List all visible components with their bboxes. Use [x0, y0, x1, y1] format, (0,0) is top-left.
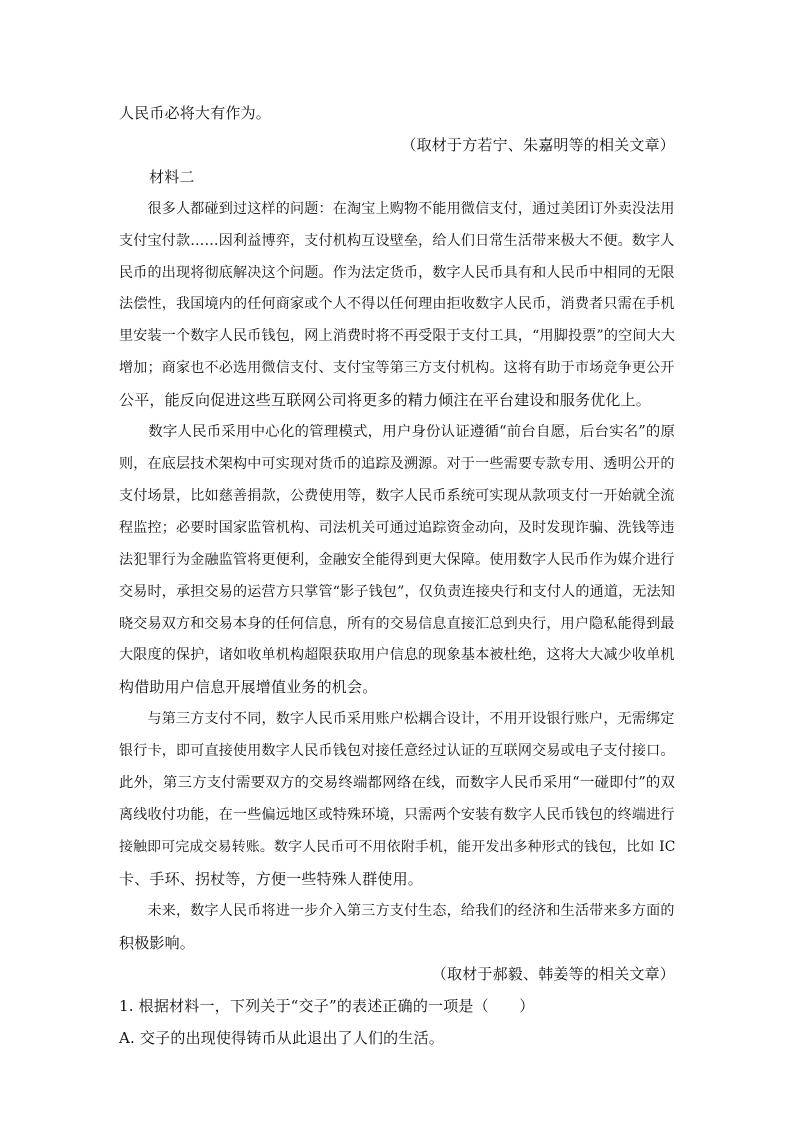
text-line: 公平，能反向促进这些互联网公司将更多的精力倾注在平台建设和服务优化上。: [119, 391, 652, 410]
text-line: 银行卡，即可直接使用数字人民币钱包对接任意经过认证的互联网交易或电子支付接口。: [119, 743, 675, 760]
question-stem: 1. 根据材料一，下列关于“交子”的表述正确的一项是（ ）: [119, 997, 535, 1016]
text-line: 程监控；必要时国家监管机构、司法机关可通过追踪资金动向，及时发现诈骗、洗钱等违: [119, 519, 675, 536]
answer-option-a: A. 交子的出现使得铸币从此退出了人们的生活。: [119, 1029, 444, 1048]
text-line: 法偿性，我国境内的任何商家或个人不得以任何理由拒收数字人民币，消费者只需在手机: [119, 296, 675, 313]
text-line: 支付宝付款……因利益博弈，支付机构互设壁垒，给人们日常生活带来极大不便。数字人: [119, 232, 675, 249]
text-line: 未来，数字人民币将进一步介入第三方支付生态，给我们的经济和生活带来多方面的: [119, 902, 675, 919]
text-line: 此外，第三方支付需要双方的交易终端都网络在线，而数字人民币采用“一碰即付”的双: [119, 775, 676, 792]
text-line: 数字人民币采用中心化的管理模式，用户身份认证遵循“前台自愿，后台实名”的原: [119, 424, 676, 441]
text-line: 很多人都碰到过这样的问题：在淘宝上购物不能用微信支付，通过美团订外卖没法用: [119, 200, 675, 217]
text-line: 接触即可完成交易转账。数字人民币可不用依附手机，能开发出多种形式的钱包，比如 IC: [119, 838, 676, 855]
text-line: 里安装一个数字人民币钱包，网上消费时将不再受限于支付工具，“用脚投票”的空间大大: [119, 328, 676, 345]
text-line: 积极影响。: [119, 933, 196, 952]
text-line: 离线收付功能，在一些偏远地区或特殊环境，只需两个安装有数字人民币钱包的终端进行: [119, 806, 675, 823]
text-line: 大限度的保护，诸如收单机构超限获取用户信息的现象基本被杜绝，这将大大减少收单机: [119, 647, 675, 664]
source-citation: （取材于方若宁、朱嘉明等的相关文章）: [401, 135, 675, 154]
text-line: 构借助用户信息开展增值业务的机会。: [119, 678, 378, 697]
source-citation: （取材于郝毅、韩姜等的相关文章）: [431, 965, 675, 984]
text-line: 增加；商家也不必选用微信支付、支付宝等第三方支付机构。这将有助于市场竞争更公开: [119, 360, 675, 377]
section-heading: 材料二: [149, 167, 195, 186]
text-line: 人民币必将大有作为。: [119, 104, 272, 122]
text-line: 交易时，承担交易的运营方只掌管“影子钱包”，仅负责连接央行和支付人的通道，无法知: [119, 583, 676, 600]
text-line: 民币的出现将彻底解决这个问题。作为法定货币，数字人民币具有和人民币中相同的无限: [119, 264, 675, 281]
text-line: 支付场景，比如慈善捐款，公费使用等，数字人民币系统可实现从款项支付一开始就全流: [119, 487, 675, 504]
text-line: 则，在底层技术架构中可实现对货币的追踪及溯源。对于一些需要专款专用、透明公开的: [119, 455, 675, 472]
text-line: 与第三方支付不同，数字人民币采用账户松耦合设计，不用开设银行账户，无需绑定: [119, 711, 675, 728]
text-line: 晓交易双方和交易本身的任何信息，所有的交易信息直接汇总到央行，用户隐私能得到最: [119, 615, 675, 632]
text-line: 法犯罪行为金融监管将更便利，金融安全能得到更大保障。使用数字人民币作为媒介进行: [119, 551, 675, 568]
text-line: 卡、手环、拐杖等，方便一些特殊人群使用。: [119, 869, 424, 888]
document-body: [119, 98, 675, 1055]
